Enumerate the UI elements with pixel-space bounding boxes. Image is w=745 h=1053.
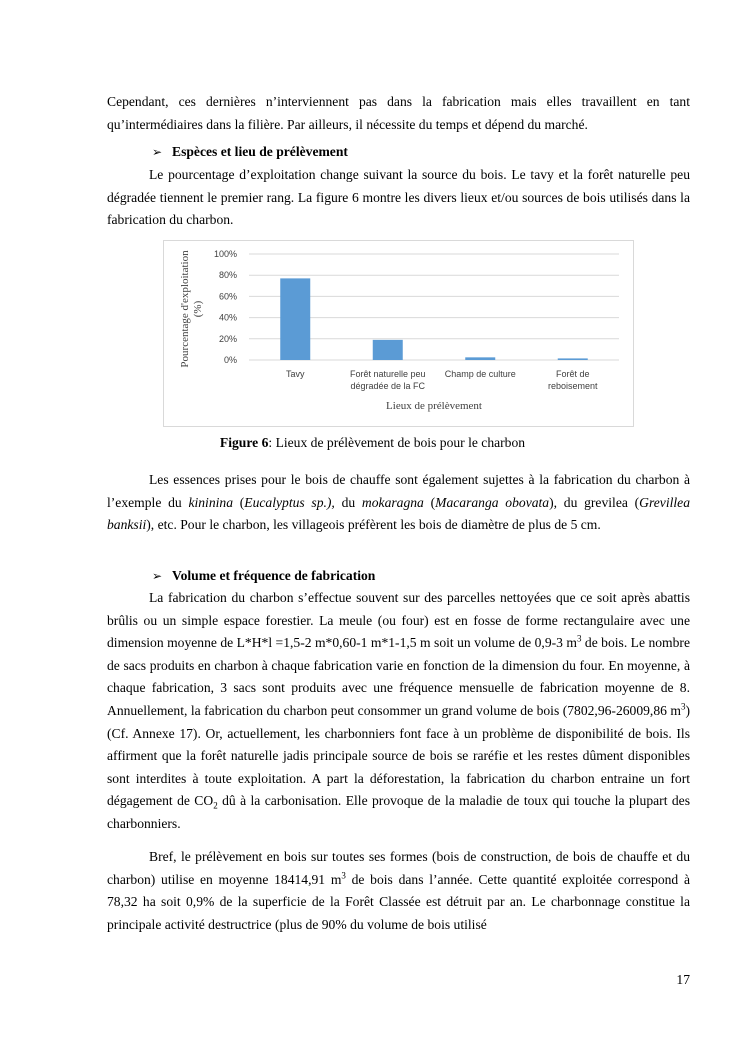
text-run: de bois. Le nombre de sacs produits en charbon à chaque fabrication varie en fonction de la dimension du four. En moyenne, à chaque fabrication, 3 sacs sont produits avec une fréquence mensuelle de fabrication moyenne de 8. Annuellement, la fabrication du charbon peut consommer un grand volume de bois (7802,96-26009,86 m: [107, 635, 690, 718]
paragraph-summary: [107, 846, 690, 936]
text-run: ) (Cf. Annexe 17). Or, actuellement, les charbonniers font face à un problème de disponibilité de bois. Ils affirment que la forêt naturelle jadis principale source de bois se raréfie et les restes dûment disponibles sont interdites à toute exploitation. A part la déforestation, la fabrication du charbon entraine un fort dégagement de CO: [107, 702, 690, 809]
text-run: (: [423, 494, 436, 510]
species-name-mokaragna: mokaragna: [361, 494, 424, 510]
bar: [373, 340, 403, 360]
paragraph-intro: Cependant, ces dernières n’interviennent pas dans la fabrication mais elles travaillent en tant qu’intermédiaires dans la filière. Par ailleurs, il nécessite du temps et dépend du marché.: [107, 94, 690, 132]
section-heading-volume-text: Volume et fréquence de fabrication: [172, 568, 376, 583]
y-axis-label: (%): [192, 300, 204, 318]
text-run: Bref, le prélèvement en bois sur toutes ses formes (bois de construction, de bois de chauffe et du charbon) utilise en moyenne 18414,91 m: [107, 849, 690, 887]
section-heading-species: [152, 141, 348, 163]
species-name-kininina: kininina: [188, 494, 233, 510]
arrow-bullet-icon: ➢: [152, 145, 163, 159]
figure-caption-label: Figure 6: [219, 435, 269, 450]
text-run: ), etc. Pour le charbon, les villageois préfèrent les bois de diamètre de plus de 5 cm.: [146, 517, 601, 533]
bar: [465, 357, 495, 360]
text-run: Les essences prises pour le bois de chauffe sont également sujettes à la fabrication du charbon à l’exemple du: [107, 472, 690, 510]
text-run: La fabrication du charbon s’effectue souvent sur des parcelles nettoyées que ce soit après abattis brûlis ou un simple espace forestier. La meule (ou four) est en fosse de forme rectangulaire avec une dimension moyenne de L*H*l =1,5-2 m*0,60-1 m*1-1,5 m soit un volume de 0,9-3 m: [107, 590, 690, 651]
figure-6-chart: [163, 240, 634, 427]
y-tick-label: 60%: [218, 291, 237, 302]
species-name-grevillea: Grevillea banksii: [107, 494, 690, 533]
y-tick-label: 20%: [218, 333, 237, 344]
section-heading-species-text: Espèces et lieu de prélèvement: [172, 144, 348, 159]
figure-caption-text: : Lieux de prélèvement de bois pour le charbon: [268, 435, 526, 450]
subscript: 2: [213, 801, 218, 812]
arrow-bullet-icon: ➢: [152, 569, 163, 583]
paragraph-volume: [107, 587, 690, 836]
y-tick-label: 80%: [218, 270, 237, 281]
superscript: 3: [680, 701, 686, 712]
x-axis-label: Lieux de prélèvement: [386, 400, 482, 412]
text-run: (: [233, 494, 245, 510]
section-heading-volume: [152, 565, 375, 587]
superscript: 3: [341, 870, 346, 881]
page-number: 17: [676, 972, 690, 987]
x-tick-label: Tavy: [285, 369, 305, 379]
species-name-macaranga: Macaranga obovata: [435, 494, 550, 510]
superscript: 3: [576, 633, 582, 644]
text-run: dû à la carbonisation. Elle provoque de la maladie de toux qui touche la plupart des charbonniers.: [107, 793, 690, 831]
x-tick-label: dégradée de la FC: [350, 381, 426, 391]
text-run: ), du grevilea (: [549, 494, 640, 510]
text-run: du: [334, 494, 362, 510]
bar: [280, 278, 310, 360]
y-tick-label: 0%: [223, 355, 237, 365]
figure-caption: [0, 433, 745, 453]
y-tick-label: 100%: [213, 249, 237, 259]
paragraph-species: Le pourcentage d’exploitation change suivant la source du bois. Le tavy et la forêt naturelle peu dégradée tiennent le premier rang. La figure 6 montre les divers lieux et/ou sources de bois utilisés dans la fabrication du charbon.: [107, 167, 690, 228]
x-tick-label: Forêt de: [555, 369, 590, 379]
text-run: de bois dans l’année. Cette quantité exploitée correspond à 78,32 ha soit 0,9% de la superficie de la Forêt Classée est détruit par an. Le charbonnage constitue la principale activité destructrice (plus de 90% du volume de bois utilisé: [107, 871, 690, 932]
bar-chart: [164, 241, 633, 426]
x-tick-label: reboisement: [547, 381, 598, 391]
species-name-eucalyptus: Eucalyptus sp.),: [244, 494, 335, 510]
y-axis-label: Pourcentage d'exploitation: [179, 250, 191, 368]
x-tick-label: Forêt naturelle peu: [349, 369, 426, 379]
y-tick-label: 40%: [218, 312, 237, 323]
bar: [558, 358, 588, 360]
paragraph-essences: [107, 469, 690, 537]
x-tick-label: Champ de culture: [444, 369, 516, 379]
